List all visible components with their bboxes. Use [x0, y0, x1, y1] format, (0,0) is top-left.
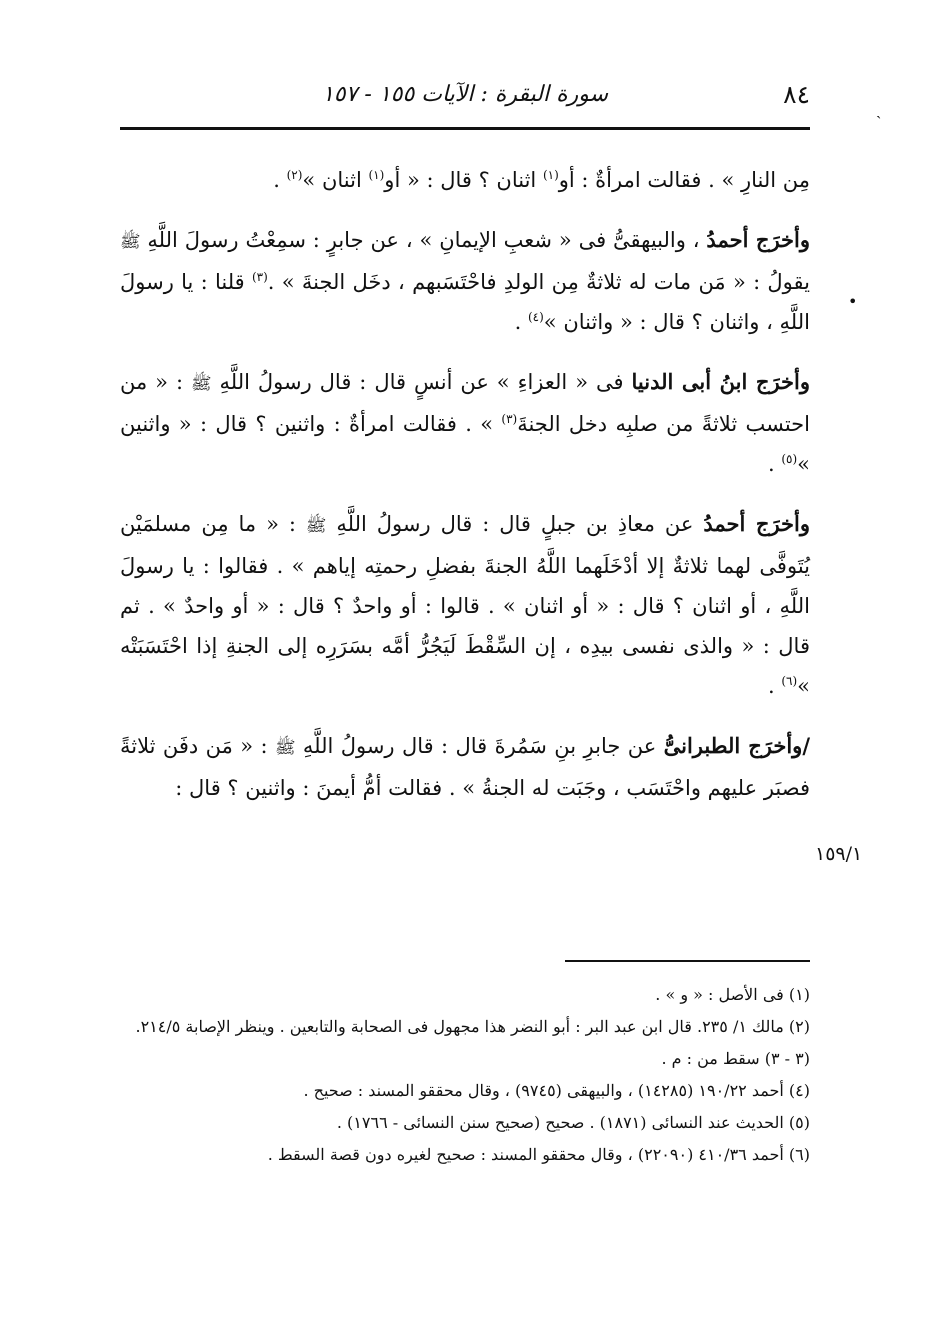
- paragraph-1-text-b: اثنان ؟ قال : « أو: [384, 168, 543, 192]
- salutation-symbol: ﷺ: [274, 738, 296, 758]
- header-rule: [120, 127, 810, 130]
- paragraph-2-text-d: .: [514, 310, 528, 334]
- footnote-1: (١) فى الأصل : « و » .: [655, 985, 810, 1004]
- paragraph-3-lead: وأخرَج ابنُ أبى الدنيا: [631, 369, 811, 394]
- paragraph-4-lead: وأخرَج أحمدُ: [703, 511, 811, 536]
- footnote-5: (٥) الحديث عند النسائى (١٨٧١) . صحيح (صحيح سنن النسائى - ١٧٦٦) .: [336, 1113, 810, 1132]
- page-header: [120, 80, 810, 124]
- paragraph-1: [120, 160, 810, 200]
- paragraph-5-text-a: عن جابرِ بنِ سَمُرةَ قال : قال رسولُ اللَّهِ: [295, 734, 664, 758]
- paragraph-1-text-a: مِن النارِ » . فقالت امرأةٌ : أو: [558, 168, 810, 192]
- paragraph-2-text-c: قلنا : يا رسولَ اللَّهِ ، واثنان ؟ قال : « واثنان »: [120, 270, 810, 334]
- corner-tick-mark: ˎ: [876, 100, 882, 119]
- footnote-ref: (١): [542, 168, 559, 182]
- paragraph-3: [120, 362, 810, 484]
- footnote-ref: (٥): [781, 452, 798, 466]
- footnote-ref: (١): [368, 168, 385, 182]
- paragraph-1-text-d: .: [273, 168, 287, 192]
- main-text: [120, 160, 810, 828]
- paragraph-4-text-c: .: [767, 674, 782, 698]
- paragraph-4-text-b: : « ما مِن مسلمَيْن يُتَوفَّى لهما ثلاثةٌ إلا أدْخَلَهما اللَّهُ الجنةَ بفضلِ رحمتِه إياهم » . فقالوا : يا رسولَ اللَّهِ ، أو اثنان ؟ قال : « أو اثنان » . قالوا : أو واحدٌ ؟ قال : « أو واحدٌ » . ثم قال : « والذى نفسى بيدِه ، إن السِّقْطَ لَيَجُرُّ أمَّه بسَرَرِه إلى الجنةِ إذا احْتَسَبَتْه »: [120, 512, 810, 698]
- paragraph-2-text-a: ، والبيهقىُّ فى « شعبِ الإيمانِ » ، عن جابرٍ : سمِعْتُ رسولَ اللَّهِ: [140, 228, 707, 252]
- footnotes: [120, 980, 810, 1172]
- footnote-separator: [565, 960, 810, 962]
- footnote-ref: (٣): [251, 270, 268, 284]
- paragraph-5: [120, 726, 810, 808]
- footnote-ref: (٣): [501, 412, 518, 426]
- footnote-ref: (٦): [781, 674, 798, 688]
- paragraph-3-text-b: : « من احتسب ثلاثةً من صلبِه دخل الجنةَ: [120, 370, 810, 436]
- footnote-ref: (٢): [286, 168, 303, 182]
- page-number: ٨٤: [783, 80, 810, 109]
- paragraph-2-lead: وأخرَج أحمدُ: [706, 227, 811, 252]
- paragraph-3-text-a: فى « العزاءِ » عن أنسٍ قال : قال رسولُ اللَّهِ: [211, 370, 632, 394]
- paragraph-5-text-b: : « مَن دفَن ثلاثةً فصبَر عليهم واحْتَسَب ، وجَبَت له الجنةُ » . فقالت أمُّ أيمنَ : واثنين ؟ قال :: [120, 734, 810, 800]
- paragraph-1-text-c: اثنان »: [302, 168, 369, 192]
- running-title: سورة البقرة : الآيات ١٥٥ - ١٥٧: [321, 82, 609, 107]
- salutation-symbol: ﷺ: [191, 374, 212, 394]
- paragraph-3-text-d: .: [767, 452, 782, 476]
- footnote-ref: (٤): [527, 310, 544, 324]
- salutation-symbol: ﷺ: [305, 516, 327, 536]
- margin-dot: •: [848, 292, 858, 311]
- footnote-6: (٦) أحمد ٤١٠/٣٦ (٢٢٠٩٠) ، وقال محققو المسند : صحيح لغيره دون قصة السقط .: [267, 1145, 810, 1164]
- margin-folio-note: ١٥٩/١: [815, 843, 863, 865]
- salutation-symbol: ﷺ: [120, 232, 141, 252]
- footnote-4: (٤) أحمد ١٩٠/٢٢ (١٤٢٨٥) ، والبيهقى (٩٧٤٥) ، وقال محققو المسند : صحيح .: [303, 1081, 810, 1100]
- paragraph-2: [120, 220, 810, 342]
- paragraph-4: [120, 504, 810, 706]
- paragraph-3-text-c: » . فقالت امرأةٌ : واثنين ؟ قال : « واثنين »: [120, 412, 810, 476]
- paragraph-2-text-b: يقولُ : « مَن مات له ثلاثةٌ مِن الولدِ فاحْتَسَبهم ، دخَل الجنةَ » .: [267, 270, 810, 294]
- paragraph-4-text-a: عن معاذِ بن جبلٍ قال : قال رسولُ اللَّهِ: [326, 512, 704, 536]
- paragraph-5-lead: /وأخرَج الطبرانىُّ: [663, 733, 810, 758]
- footnote-2: (٢) مالك ١/ ٢٣٥. قال ابن عبد البر : أبو النضر هذا مجهول فى الصحابة والتابعين . وينظر الإصابة ٢١٤/٥.: [135, 1017, 810, 1036]
- footnote-3: (٣ - ٣) سقط من : م .: [661, 1049, 810, 1068]
